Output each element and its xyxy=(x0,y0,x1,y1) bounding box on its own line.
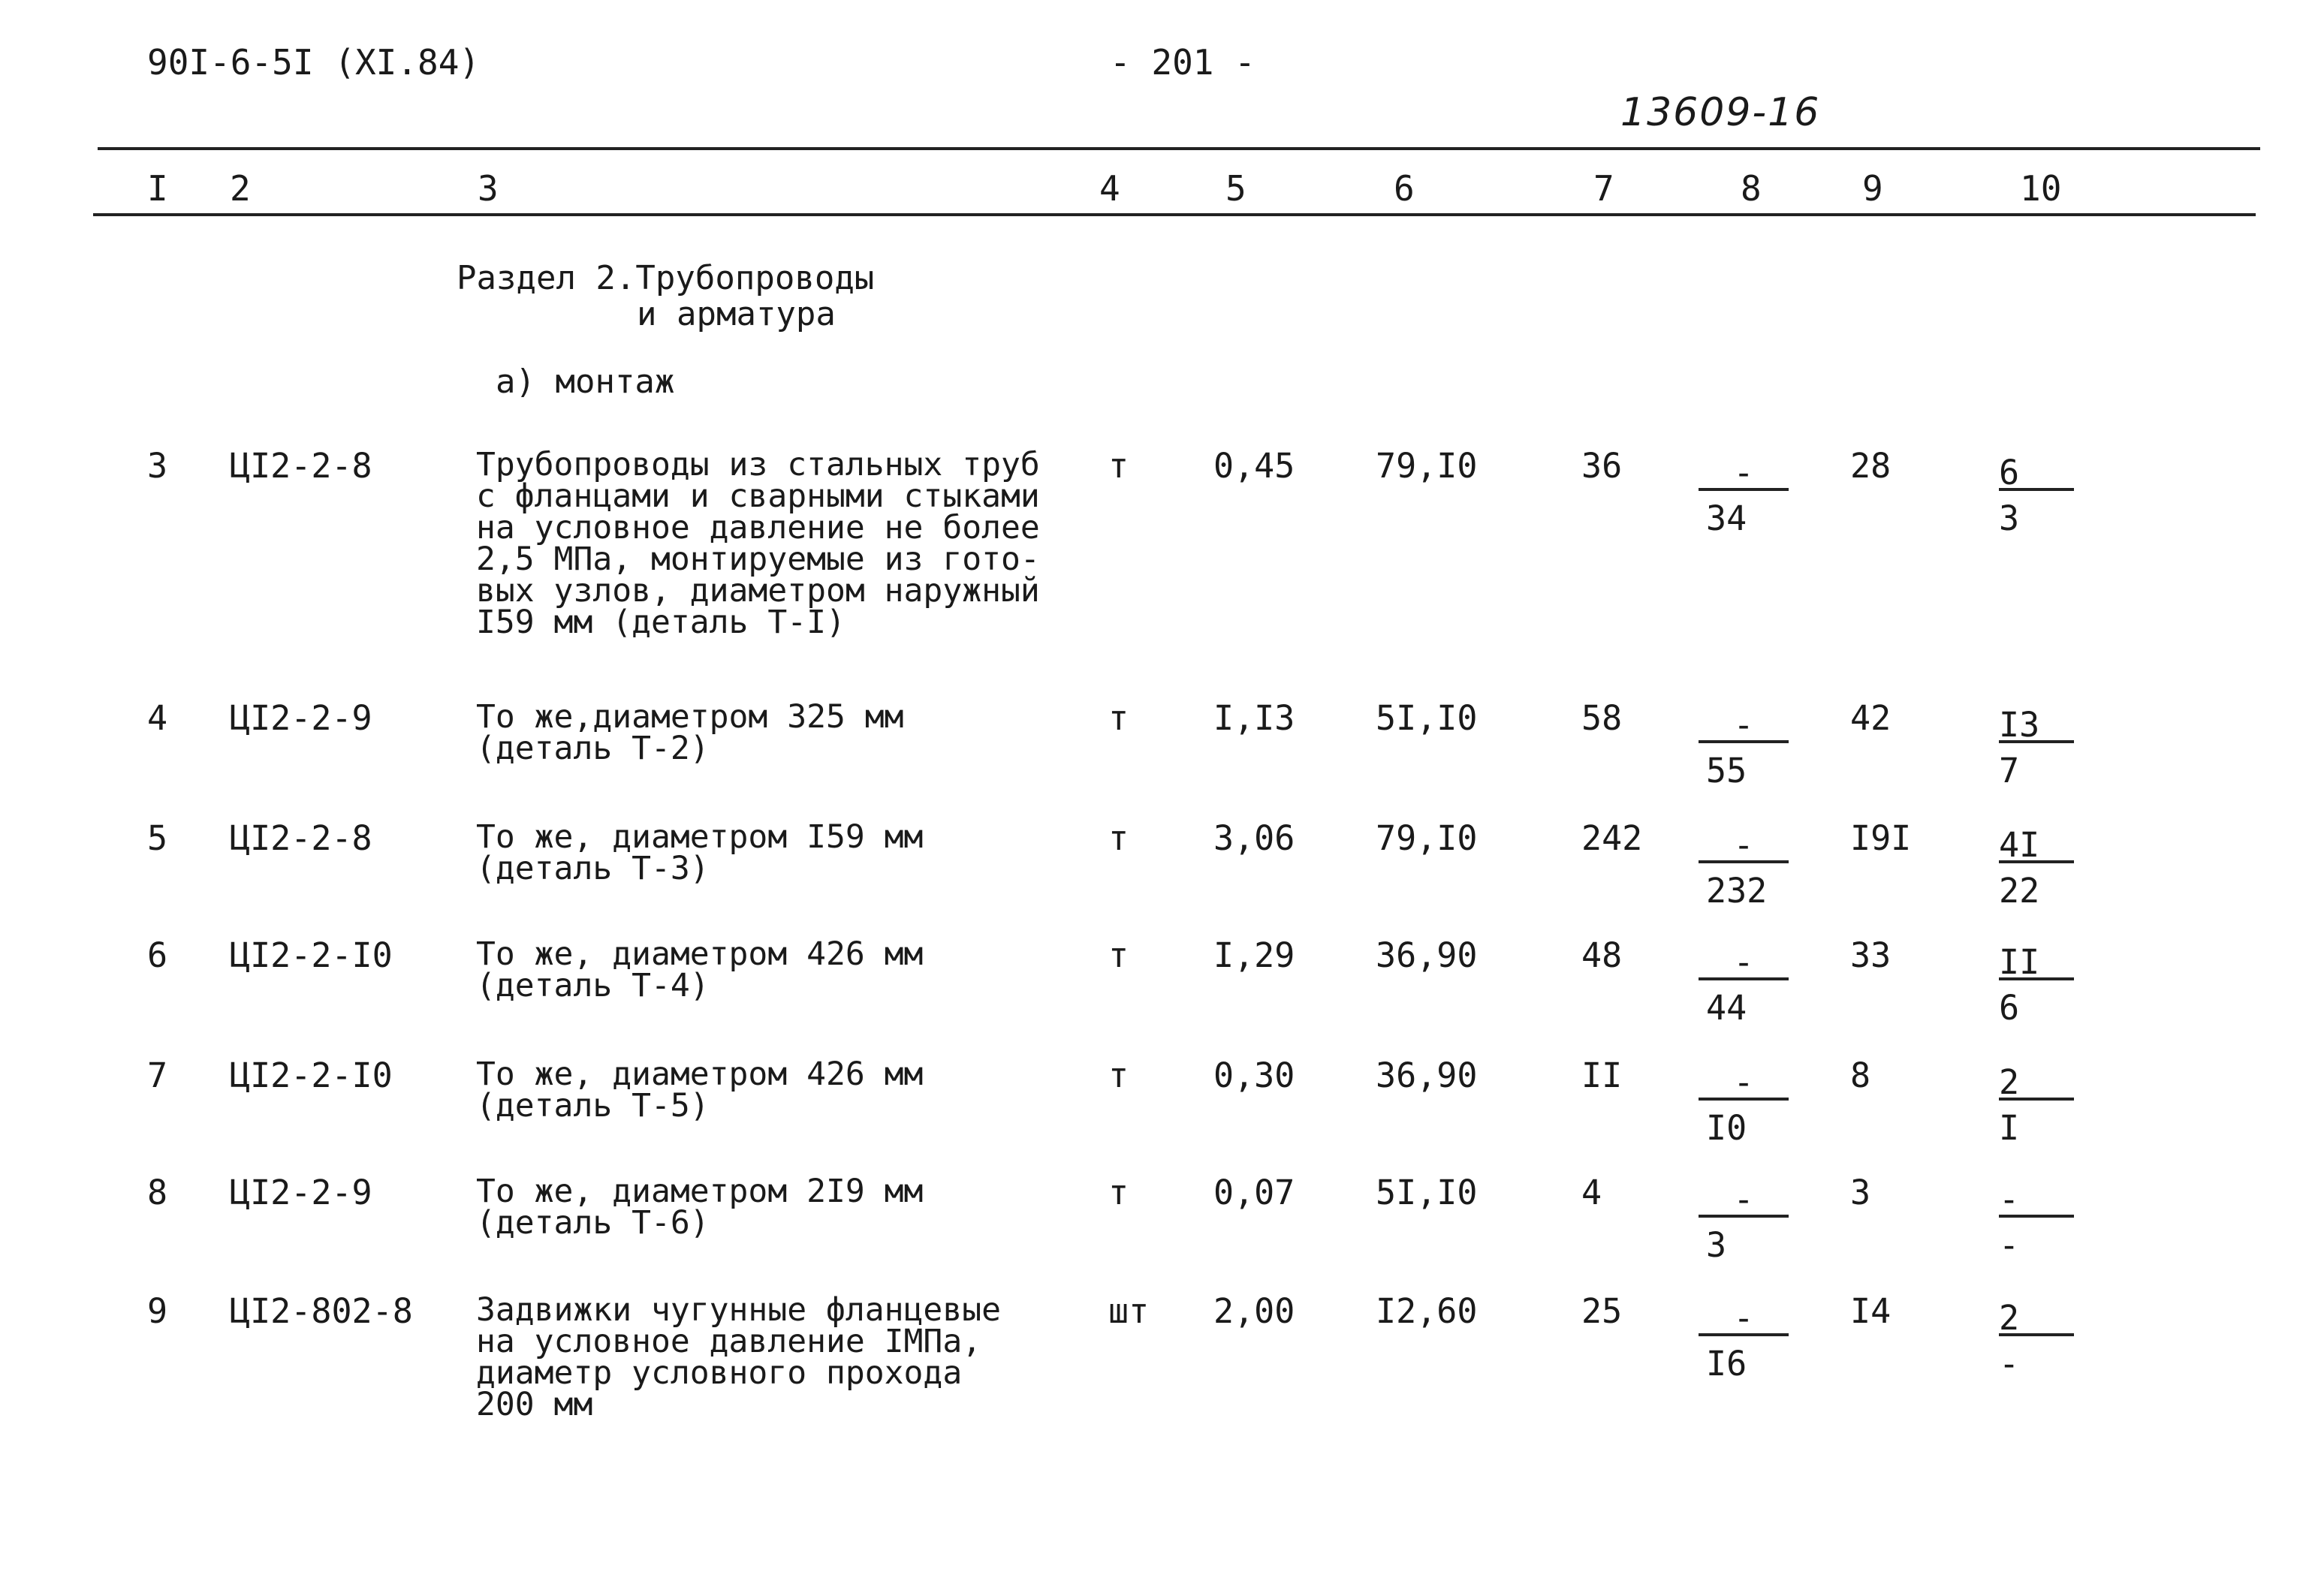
column-8-fraction xyxy=(1699,1298,1789,1384)
column-8-fraction xyxy=(1699,1179,1789,1265)
description-cell xyxy=(476,698,1122,767)
description-line: То же, диаметром 2I9 мм xyxy=(476,1173,924,1210)
price-cell: 79,I0 xyxy=(1376,818,1478,858)
fraction-denominator: - xyxy=(1999,1344,2020,1384)
description-line: То же, диаметром 426 мм xyxy=(476,935,924,973)
document-code: 90I-6-5I (XI.84) xyxy=(147,42,481,83)
unit-cell: т xyxy=(1108,698,1129,738)
description-line: (деталь Т-4) xyxy=(476,967,710,1004)
header-rule xyxy=(93,213,2256,216)
column-9-cell: I9I xyxy=(1850,818,1912,858)
fraction-denominator: 232 xyxy=(1706,871,1768,911)
description-line: То же, диаметром I59 мм xyxy=(476,818,924,856)
fraction-denominator: 34 xyxy=(1706,498,1747,538)
price-cell: 79,I0 xyxy=(1376,446,1478,486)
rate-code: ЦI2-2-I0 xyxy=(230,935,393,975)
row-number: 6 xyxy=(147,935,168,975)
column-header: 10 xyxy=(2020,168,2062,209)
fraction-denominator: 55 xyxy=(1706,751,1747,790)
price-cell: I2,60 xyxy=(1376,1291,1478,1331)
description-cell xyxy=(476,818,1122,887)
column-9-cell: 8 xyxy=(1850,1055,1871,1095)
column-10-fraction xyxy=(1999,825,2074,911)
quantity-cell: 0,07 xyxy=(1213,1173,1295,1212)
row-number: 4 xyxy=(147,698,168,738)
rate-code: ЦI2-2-8 xyxy=(230,818,372,858)
rate-code: ЦI2-2-9 xyxy=(230,698,372,738)
column-7-cell: 242 xyxy=(1581,818,1643,858)
description-line: 200 мм xyxy=(476,1386,593,1423)
description-line: на условное давление IМПа, xyxy=(476,1323,982,1360)
unit-cell: т xyxy=(1108,935,1129,975)
unit-cell: т xyxy=(1108,818,1129,858)
column-8-fraction xyxy=(1699,705,1789,790)
fraction-numerator: - xyxy=(1733,825,1754,865)
column-header: 5 xyxy=(1225,168,1246,209)
description-line: I59 мм (деталь Т-I) xyxy=(476,604,846,641)
description-line: Задвижки чугунные фланцевые xyxy=(476,1291,1001,1329)
fraction-numerator: I3 xyxy=(1999,705,2040,745)
fraction-numerator: - xyxy=(1733,705,1754,745)
row-number: 9 xyxy=(147,1291,168,1331)
description-line: 2,5 МПа, монтируемые из гото- xyxy=(476,541,1040,578)
column-10-fraction xyxy=(1999,942,2074,1028)
column-8-fraction xyxy=(1699,942,1789,1028)
column-10-fraction xyxy=(1999,1062,2074,1148)
fraction-denominator: I6 xyxy=(1706,1344,1747,1384)
page-number: - 201 - xyxy=(1110,42,1255,83)
description-line: (деталь Т-6) xyxy=(476,1204,710,1242)
description-line: (деталь Т-5) xyxy=(476,1087,710,1125)
fraction-numerator: 4I xyxy=(1999,825,2040,865)
fraction-denominator: 3 xyxy=(1706,1225,1727,1265)
fraction-numerator: - xyxy=(1733,1179,1754,1219)
fraction-numerator: 2 xyxy=(1999,1298,2020,1338)
unit-cell: т xyxy=(1108,446,1129,486)
column-header: 3 xyxy=(478,168,499,209)
description-cell xyxy=(476,446,1122,641)
section-subtitle: а) монтаж xyxy=(496,363,675,401)
column-8-fraction xyxy=(1699,1062,1789,1148)
fraction-denominator: 6 xyxy=(1999,988,2020,1028)
description-cell xyxy=(476,1291,1122,1423)
description-line: на условное давление не более xyxy=(476,509,1040,547)
column-8-fraction xyxy=(1699,825,1789,911)
top-rule xyxy=(98,147,2260,150)
column-header: 7 xyxy=(1593,168,1614,209)
description-cell xyxy=(476,1173,1122,1242)
column-9-cell: I4 xyxy=(1850,1291,1892,1331)
rate-code: ЦI2-2-I0 xyxy=(230,1055,393,1095)
fraction-denominator: 3 xyxy=(1999,498,2020,538)
fraction-numerator: - xyxy=(1733,1062,1754,1102)
column-header: 6 xyxy=(1394,168,1415,209)
fraction-numerator: - xyxy=(1733,942,1754,982)
column-7-cell: II xyxy=(1581,1055,1623,1095)
fraction-numerator: 6 xyxy=(1999,453,2020,492)
price-cell: 5I,I0 xyxy=(1376,1173,1478,1212)
unit-cell: т xyxy=(1108,1173,1129,1212)
quantity-cell: 0,30 xyxy=(1213,1055,1295,1095)
column-header: 2 xyxy=(230,168,251,209)
rate-code: ЦI2-2-8 xyxy=(230,446,372,486)
row-number: 7 xyxy=(147,1055,168,1095)
column-7-cell: 58 xyxy=(1581,698,1623,738)
section-title: Раздел 2.Трубопроводы xyxy=(457,259,875,297)
column-10-fraction xyxy=(1999,453,2074,538)
column-9-cell: 28 xyxy=(1850,446,1892,486)
description-line: (деталь Т-3) xyxy=(476,850,710,887)
fraction-numerator: - xyxy=(1733,1298,1754,1338)
quantity-cell: 2,00 xyxy=(1213,1291,1295,1331)
unit-cell: т xyxy=(1108,1055,1129,1095)
description-line: вых узлов, диаметром наружный xyxy=(476,572,1040,610)
column-9-cell: 33 xyxy=(1850,935,1892,975)
fraction-denominator: 22 xyxy=(1999,871,2040,911)
fraction-denominator: I xyxy=(1999,1108,2020,1148)
description-line: с фланцами и сварными стыками xyxy=(476,477,1040,515)
fraction-numerator: - xyxy=(1733,453,1754,492)
column-7-cell: 48 xyxy=(1581,935,1623,975)
description-cell xyxy=(476,935,1122,1004)
quantity-cell: I,I3 xyxy=(1213,698,1295,738)
price-cell: 36,90 xyxy=(1376,935,1478,975)
column-header: I xyxy=(147,168,168,209)
quantity-cell: 3,06 xyxy=(1213,818,1295,858)
fraction-denominator: - xyxy=(1999,1225,2020,1265)
row-number: 8 xyxy=(147,1173,168,1212)
column-header: 9 xyxy=(1862,168,1883,209)
column-9-cell: 42 xyxy=(1850,698,1892,738)
column-header: 8 xyxy=(1741,168,1762,209)
quantity-cell: 0,45 xyxy=(1213,446,1295,486)
row-number: 5 xyxy=(147,818,168,858)
rate-code: ЦI2-802-8 xyxy=(230,1291,413,1331)
quantity-cell: I,29 xyxy=(1213,935,1295,975)
description-cell xyxy=(476,1055,1122,1125)
fraction-numerator: - xyxy=(1999,1179,2020,1219)
description-line: (деталь Т-2) xyxy=(476,730,710,767)
fraction-denominator: 7 xyxy=(1999,751,2020,790)
fraction-numerator: 2 xyxy=(1999,1062,2020,1102)
price-cell: 36,90 xyxy=(1376,1055,1478,1095)
column-7-cell: 4 xyxy=(1581,1173,1602,1212)
description-line: диаметр условного прохода xyxy=(476,1354,963,1392)
column-header: 4 xyxy=(1099,168,1120,209)
column-8-fraction xyxy=(1699,453,1789,538)
handwritten-code: 13609-16 xyxy=(1620,90,1821,135)
description-line: То же, диаметром 426 мм xyxy=(476,1055,924,1093)
fraction-numerator: II xyxy=(1999,942,2040,982)
fraction-denominator: I0 xyxy=(1706,1108,1747,1148)
rate-code: ЦI2-2-9 xyxy=(230,1173,372,1212)
section-title-continued: и арматура xyxy=(637,295,836,333)
price-cell: 5I,I0 xyxy=(1376,698,1478,738)
column-9-cell: 3 xyxy=(1850,1173,1871,1212)
row-number: 3 xyxy=(147,446,168,486)
column-7-cell: 25 xyxy=(1581,1291,1623,1331)
column-10-fraction xyxy=(1999,1179,2074,1265)
description-line: То же,диаметром 325 мм xyxy=(476,698,904,736)
description-line: Трубопроводы из стальных труб xyxy=(476,446,1040,483)
column-7-cell: 36 xyxy=(1581,446,1623,486)
column-10-fraction xyxy=(1999,705,2074,790)
column-10-fraction xyxy=(1999,1298,2074,1384)
unit-cell: шт xyxy=(1108,1291,1150,1331)
fraction-denominator: 44 xyxy=(1706,988,1747,1028)
